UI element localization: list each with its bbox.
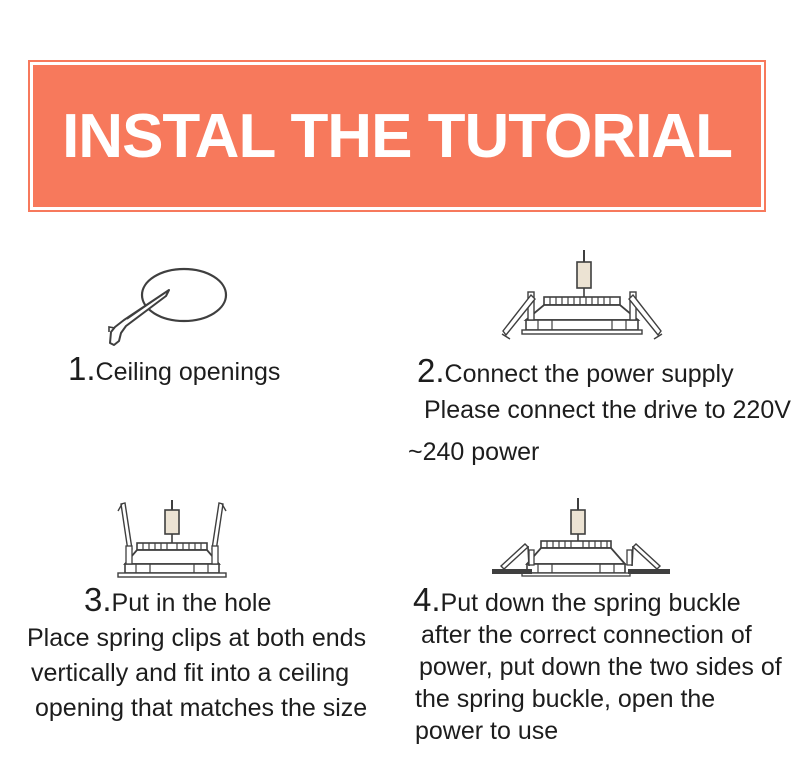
- step2-number: 2.: [417, 352, 445, 389]
- step1-caption: [68, 348, 280, 393]
- step4-body-line: power, put down the two sides of: [419, 653, 782, 681]
- step1-number: 1.: [68, 350, 96, 387]
- step2-caption: [408, 352, 791, 469]
- downlight-clips-up-icon: [105, 494, 255, 586]
- step3-body-line: opening that matches the size: [35, 694, 368, 722]
- step3-body-line: vertically and fit into a ceiling: [31, 659, 350, 687]
- page-title: INSTAL THE TUTORIAL: [62, 101, 732, 171]
- step4-body-line: the spring buckle, open the: [415, 685, 716, 713]
- step3-title: Put in the hole: [111, 589, 272, 617]
- step4-title: Put down the spring buckle: [440, 589, 741, 617]
- step4-number: 4.: [413, 581, 441, 618]
- step3-number: 3.: [84, 581, 112, 618]
- hole-cutter-icon: [100, 248, 270, 356]
- downlight-installed-in-ceiling-icon: [488, 496, 673, 584]
- step2-title: Connect the power supply: [444, 360, 734, 388]
- step3-body-line: Place spring clips at both ends: [27, 624, 367, 652]
- title-banner: [30, 62, 764, 210]
- step4-body-line: after the correct connection of: [421, 621, 752, 649]
- step4-body-line: power to use: [415, 717, 559, 745]
- step2-body-line: ~240 power: [408, 438, 540, 466]
- step4-caption: [413, 581, 793, 747]
- downlight-clips-open-icon: [492, 246, 672, 354]
- step2-body-line: Please connect the drive to 220V: [424, 396, 791, 424]
- step3-caption: [22, 582, 382, 726]
- step1-title: Ceiling openings: [95, 358, 281, 386]
